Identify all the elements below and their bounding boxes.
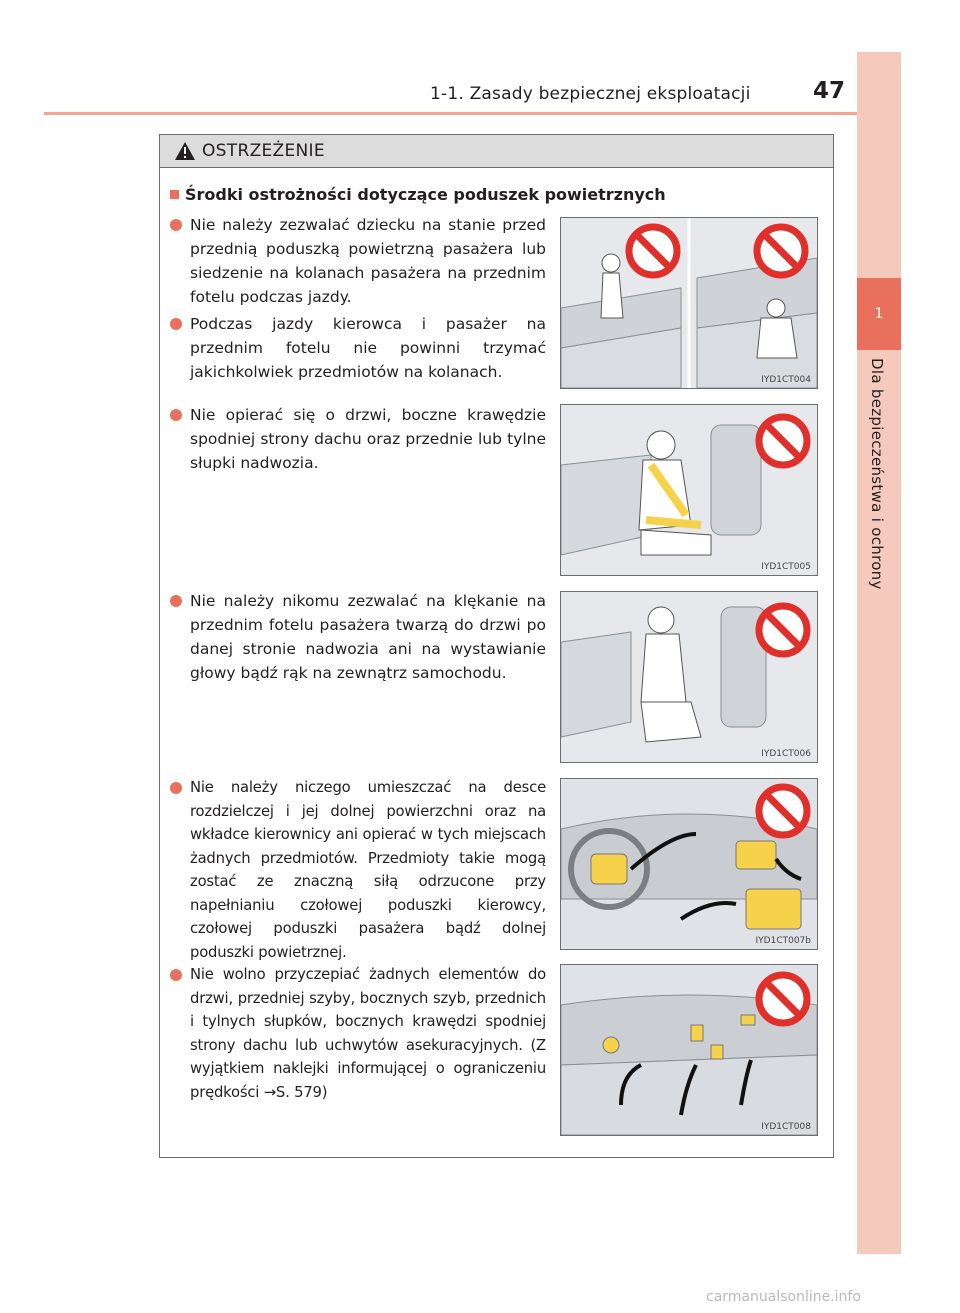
list-item-text: Nie należy zezwalać dziecku na stanie przed przednią poduszką powietrzną pasażera lub siedzenie na kolanach pasażera na przednim fotelu podczas jazdy. — [190, 216, 546, 306]
figure-code: IYD1CT004 — [761, 375, 811, 385]
list-item — [190, 213, 546, 309]
list-item — [190, 776, 546, 964]
section-title — [170, 185, 666, 204]
list-item-text: Nie opierać się o drzwi, boczne krawędzie spodniej strony dachu oraz przednie lub tylne słupki nadwozia. — [190, 406, 546, 472]
side-tab-strip — [857, 52, 901, 1254]
running-header: 1-1. Zasady bezpiecznej eksploatacji — [430, 84, 751, 104]
list-item — [190, 312, 546, 384]
warning-triangle-icon — [174, 141, 196, 161]
no-entry-icon — [759, 787, 807, 835]
bullet-icon — [170, 969, 182, 981]
illustration-attached-items — [560, 964, 818, 1136]
warning-title: OSTRZEŻENIE — [202, 141, 325, 161]
bullet-icon — [170, 219, 182, 231]
watermark: carmanualsonline.info — [706, 1289, 861, 1305]
section-title-text: Środki ostrożności dotyczące poduszek powietrznych — [185, 185, 666, 204]
bullet-icon — [170, 409, 182, 421]
list-item-text: Nie należy niczego umieszczać na desce rozdzielczej i jej dolnej powierzchni oraz na wkładce kierownicy ani opierać w tych miejscach żadnych przedmiotów. Przedmioty takie mogą zostać ze znaczną siłą odrzucone przy napełnianiu czołowej poduszki kierowcy, czołowej poduszki pasażera bądź dolnej poduszki powietrznej. — [190, 779, 546, 961]
bullet-icon — [170, 782, 182, 794]
illustration-dashboard-objects — [560, 778, 818, 950]
no-entry-icon — [757, 227, 805, 275]
illustration-leaning-door — [560, 404, 818, 576]
header-rule — [44, 112, 857, 115]
figure-code: IYD1CT008 — [761, 1122, 811, 1132]
illustration-kneeling-seat — [560, 591, 818, 763]
no-entry-icon — [759, 417, 807, 465]
bullet-icon — [170, 595, 182, 607]
list-item-text: Nie należy nikomu zezwalać na klękanie na przednim fotelu pasażera twarzą do drzwi po danej stronie nadwozia ani na wystawianie głowy bądź rąk na zewnątrz samochodu. — [190, 592, 546, 682]
figure-code: IYD1CT005 — [761, 562, 811, 572]
figure-code: IYD1CT006 — [761, 749, 811, 759]
list-item-text: Podczas jazdy kierowca i pasażer na przednim fotelu nie powinni trzymać jakichkolwiek przedmiotów na kolanach. — [190, 315, 546, 381]
list-item — [190, 589, 546, 685]
list-item — [190, 963, 546, 1104]
illustration-child-airbag — [560, 217, 818, 389]
chapter-number: 1 — [857, 278, 901, 350]
figure-code: IYD1CT007b — [755, 936, 811, 946]
warning-header — [160, 135, 833, 168]
chapter-label: Dla bezpieczeństwa i ochrony — [868, 358, 886, 590]
no-entry-icon — [759, 606, 807, 654]
no-entry-icon — [629, 227, 677, 275]
page-number: 47 — [813, 78, 846, 104]
bullet-icon — [170, 318, 182, 330]
warning-box — [159, 134, 834, 1158]
list-item-text: Nie wolno przyczepiać żadnych elementów do drzwi, przedniej szyby, bocznych szyb, przednich i tylnych słupków, bocznych krawędzi spodniej strony dachu lub uchwytów asekuracyjnych. (Z wyjątkiem naklejki informującej o ograniczeniu prędkości →S. 579) — [190, 966, 546, 1101]
square-bullet-icon — [170, 190, 179, 199]
no-entry-icon — [759, 975, 807, 1023]
list-item — [190, 403, 546, 475]
